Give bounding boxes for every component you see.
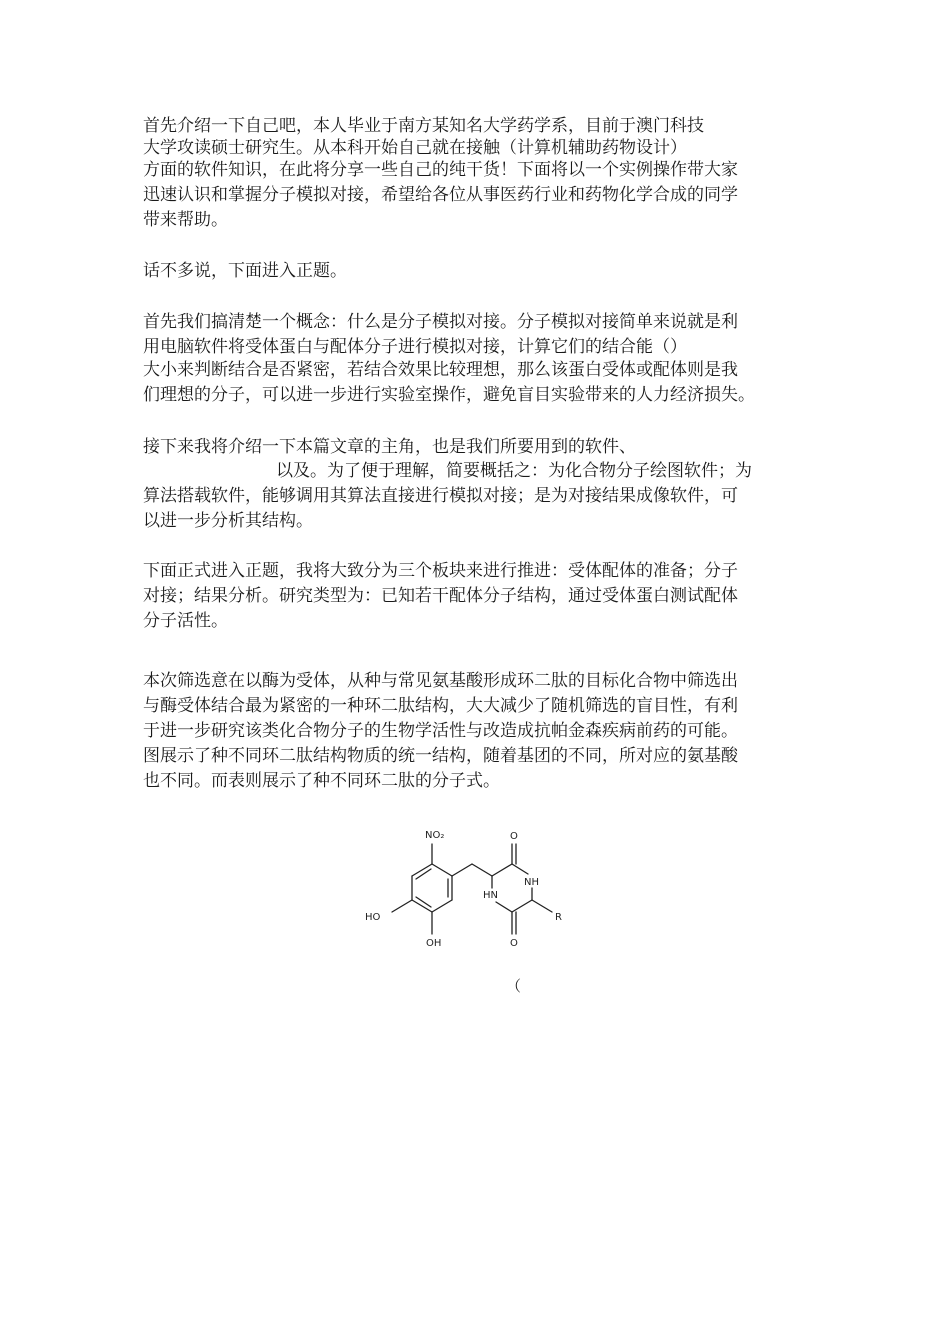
hn-label: HN: [483, 890, 498, 901]
paragraph-6-line-3: 于进一步研究该类化合物分子的生物学活性与改造成抗帕金森疾病前药的可能。: [143, 721, 738, 741]
paragraph-5-line-1: 下面正式进入正题，我将大致分为三个板块来进行推进：受体配体的准备；分子: [143, 561, 738, 581]
benzene-double-bond: [416, 869, 431, 879]
paragraph-1-line-2: 大学攻读硕士研究生。从本科开始自己就在接触（计算机辅助药物设计）: [143, 138, 687, 158]
ring-bond: [512, 900, 532, 912]
paragraph-3-line-4: 们理想的分子，可以进一步进行实验室操作，避免盲目实验带来的人力经济损失。: [143, 385, 755, 405]
ring-bond: [492, 864, 512, 876]
paragraph-4-line-1: 接下来我将介绍一下本篇文章的主角，也是我们所要用到的软件、: [143, 437, 636, 457]
benzene-bond: [432, 900, 452, 912]
paragraph-1-line-1: 首先介绍一下自己吧，本人毕业于南方某知名大学药学系，目前于澳门科技: [143, 116, 704, 136]
paragraph-4-line-4: 以进一步分析其结构。: [143, 511, 313, 531]
paragraph-1-line-5: 带来帮助。: [143, 210, 228, 230]
paragraph-2-line-1: 话不多说，下面进入正题。: [143, 261, 347, 281]
paragraph-5-line-3: 分子活性。: [143, 611, 228, 631]
ring-bond: [496, 902, 512, 912]
oh-label: OH: [426, 938, 442, 949]
methylene-bond: [452, 864, 472, 876]
paragraph-6-line-4: 图展示了种不同环二肽结构物质的统一结构，随着基团的不同，所对应的氨基酸: [143, 746, 738, 766]
ho-label: HO: [365, 912, 381, 923]
r-group-bond: [532, 900, 552, 912]
nh-label: NH: [524, 877, 539, 888]
ring-bond: [512, 864, 528, 874]
paragraph-3-line-1: 首先我们搞清楚一个概念：什么是分子模拟对接。分子模拟对接简单来说就是利: [143, 312, 738, 332]
paragraph-4-line-2: 以及。为了便于理解，简要概括之：为化合物分子绘图软件；为: [276, 461, 752, 481]
paragraph-1-line-3: 方面的软件知识，在此将分享一些自己的纯干货！下面将以一个实例操作带大家: [143, 160, 738, 180]
figure-caption: （: [506, 977, 522, 995]
carbonyl-oxygen-bottom-label: O: [510, 938, 518, 949]
paragraph-3-line-3: 大小来判断结合是否紧密，若结合效果比较理想，那么该蛋白受体或配体则是我: [143, 360, 738, 380]
methylene-bond: [472, 864, 492, 876]
chemical-structure-figure: [355, 822, 600, 972]
paragraph-6-line-5: 也不同。而表则展示了种不同环二肽的分子式。: [143, 771, 500, 791]
paragraph-1-line-4: 迅速认识和掌握分子模拟对接，希望给各位从事医药行业和药物化学合成的同学: [143, 185, 738, 205]
carbonyl-oxygen-top-label: O: [510, 831, 518, 842]
paragraph-6-line-2: 与酶受体结合最为紧密的一种环二肽结构，大大减少了随机筛选的盲目性，有利: [143, 696, 738, 716]
benzene-bond: [432, 864, 452, 876]
hydroxyl-bond: [392, 900, 412, 912]
benzene-double-bond: [416, 897, 431, 907]
r-group-label: R: [555, 912, 562, 923]
paragraph-5-line-2: 对接；结果分析。研究类型为：已知若干配体分子结构，通过受体蛋白测试配体: [143, 586, 738, 606]
paragraph-3-line-2: 用电脑软件将受体蛋白与配体分子进行模拟对接，计算它们的结合能（）: [143, 337, 687, 357]
paragraph-4-line-3: 算法搭载软件，能够调用其算法直接进行模拟对接；是为对接结果成像软件，可: [143, 486, 738, 506]
nitro-label: NO₂: [425, 830, 445, 841]
paragraph-6-line-1: 本次筛选意在以酶为受体，从种与常见氨基酸形成环二肽的目标化合物中筛选出: [143, 671, 738, 691]
diketopiperazine-structure-diagram: [355, 822, 600, 972]
